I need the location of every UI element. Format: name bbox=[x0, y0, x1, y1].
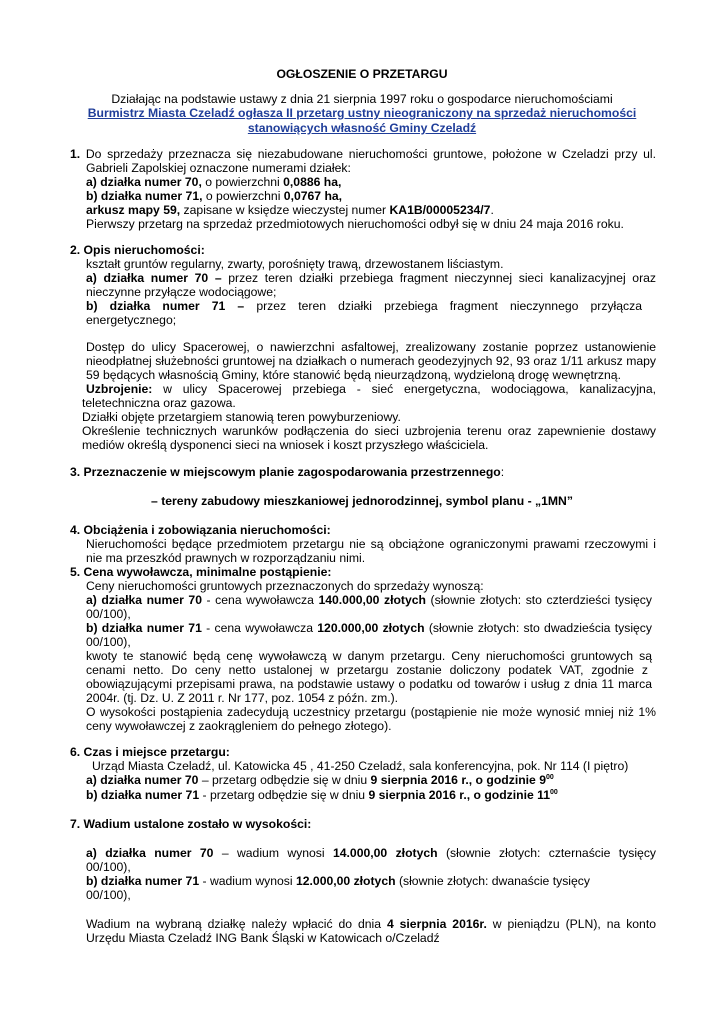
s5-line1: Ceny nieruchomości gruntowych przeznaczonych do sprzedaży wynoszą: bbox=[86, 579, 484, 593]
s2-plot-70-label: a) działka numer 70 – bbox=[86, 271, 222, 285]
s6-plot-71-date: 9 sierpnia 2016 r., o godzinie 11 bbox=[368, 788, 551, 802]
document-title: OGŁOSZENIE O PRZETARGU bbox=[276, 67, 448, 81]
s5-plot-71-line2: 00/100), bbox=[86, 635, 131, 649]
s5-vat-line3: obowiązującymi przepisami prawa, na podstawie ustawy o podatku od towarów i usług z dnia 11 marca bbox=[86, 677, 652, 691]
s2-utilities-text: w ulicy Spacerowej przebiega - sieć energetyczna, wodociągowa, kanalizacyjna, bbox=[152, 382, 656, 396]
s3-zoning: – tereny zabudowy mieszkaniowej jednorodzinnej, symbol planu - „1MN” bbox=[151, 494, 573, 508]
s5-plot-71-words: (słownie złotych: sto dwadzieścia tysięcy bbox=[424, 621, 652, 635]
s2-access-line3: 59 będących własnością Gminy, które stanowić będą nieurządzoną, wydzieloną drogę wewnętrzną. bbox=[86, 368, 621, 382]
s7-payment-text-end: w pieniądzu (PLN), na konto bbox=[486, 917, 657, 931]
s6-plot-70-minutes: 00 bbox=[545, 774, 554, 781]
s2-heading: 2. Opis nieruchomości: bbox=[70, 243, 205, 257]
s6-heading: 6. Czas i miejsce przetargu: bbox=[70, 745, 230, 759]
s1-land-register-number: KA1B/00005234/7 bbox=[389, 203, 491, 217]
s2-technical-line1: Określenie technicznych warunków podłączenia do sieci uzbrojenia terenu oraz zapewnienie dostawy bbox=[82, 424, 656, 438]
s5-plot-71 bbox=[86, 621, 652, 637]
s5-plot-70-line2: 00/100), bbox=[86, 607, 131, 621]
s2-plot-70-line2: nieczynne przyłącze wodociągowe; bbox=[86, 285, 277, 299]
s2-technical-line2: mediów określą dysponenci sieci na wniosek i koszt przyszłego właściciela. bbox=[82, 438, 489, 452]
s7-plot-70-label: a) działka numer 70 bbox=[86, 846, 214, 860]
s1-map-label: arkusz mapy 59, bbox=[86, 203, 181, 217]
s7-payment-text: Wadium na wybraną działkę należy wpłacić do dnia bbox=[86, 917, 387, 931]
s6-location: Urząd Miasta Czeladź, ul. Katowicka 45 , 41-250 Czeladź, sala konferencyjna, pok. Nr 114 (I piętro) bbox=[92, 759, 629, 773]
intro-text: Działając na podstawie ustawy z dnia 21 sierpnia 1997 roku o gospodarce nieruchomościami bbox=[111, 92, 613, 106]
s3-heading-text: 3. Przeznaczenie w miejscowym planie zagospodarowania przestrzennego bbox=[70, 465, 501, 479]
s1-map-end: . bbox=[490, 203, 494, 217]
s6-plot-70-mid: – przetarg odbędzie się w dniu bbox=[198, 773, 371, 787]
s5-plot-70-label: a) działka numer 70 bbox=[86, 593, 202, 607]
s6-plot-70-date: 9 sierpnia 2016 r., o godzinie 9 bbox=[370, 773, 546, 787]
s1-plot-71-area: 0,0767 ha, bbox=[283, 189, 343, 203]
s2-plot-70-text: przez teren działki przebiega fragment nieczynnej sieci kanalizacyjnej oraz bbox=[221, 271, 656, 285]
s6-plot-70-label: a) działka numer 70 bbox=[86, 773, 199, 787]
s5-vat-line4: 2004r. (tj. Dz. U. Z 2011 r. Nr 177, poz. 1054 z późn. zm.). bbox=[86, 691, 399, 705]
s5-plot-71-price: 120.000,00 złotych bbox=[317, 621, 425, 635]
s7-heading: 7. Wadium ustalone zostało w wysokości: bbox=[70, 817, 312, 831]
s6-plot-71-minutes: 00 bbox=[550, 789, 558, 796]
s5-increment-line1: O wysokości postąpienia zadecydują uczestnicy przetargu (postąpienie nie może wynosić mniej niż 1% bbox=[86, 705, 656, 719]
s5-increment-line2: ceny wywoławczej z zaokrągleniem do pełnego złotego). bbox=[86, 719, 392, 733]
s4-line1: Nieruchomości będące przedmiotem przetargu nie są obciążone ograniczonymi prawami rzeczowymi i bbox=[86, 537, 656, 551]
s2-utilities-line2: teletechniczna oraz gazowa. bbox=[82, 396, 236, 410]
s1-plot-70-mid: o powierzchni bbox=[201, 175, 284, 189]
s7-plot-71-mid: - wadium wynosi bbox=[199, 874, 296, 888]
s2-plot-71-line2: energetycznego; bbox=[86, 313, 177, 327]
s2-access-line1: Dostęp do ulicy Spacerowej, o nawierzchni asfaltowej, zrealizowany zostanie poprzez ustanowienie bbox=[86, 340, 656, 354]
s4-heading: 4. Obciążenia i zobowiązania nieruchomości: bbox=[70, 523, 331, 537]
s5-vat-line2: cenami netto. Do ceny netto ustalonej w przetargu zostanie doliczony podatek VAT, zgodnie z bbox=[86, 663, 648, 677]
s7-plot-71-line2: 00/100), bbox=[86, 888, 131, 902]
s5-vat-line1: kwoty te stanowić będą cenę wywoławczą w danym przetargu. Ceny nieruchomości gruntowych są bbox=[86, 649, 652, 663]
s3-heading bbox=[70, 465, 504, 481]
s7-plot-70-deposit: 14.000,00 złotych bbox=[332, 846, 438, 860]
s7-plot-71-words: (słownie złotych: dwanaście tysięcy bbox=[395, 874, 590, 888]
s1-line2: Gabrieli Zapolskiej oznaczone numerami działek: bbox=[86, 161, 351, 175]
s6-plot-71-label: b) działka numer 71 bbox=[86, 788, 200, 802]
s2-plot-71-label: b) działka numer 71 – bbox=[86, 299, 245, 313]
s7-plot-71-label: b) działka numer 71 bbox=[86, 874, 200, 888]
s7-plot-71 bbox=[86, 874, 590, 890]
announcement-link-line1[interactable]: Burmistrz Miasta Czeladź ogłasza II przetarg ustny nieograniczony na sprzedaż nieruchomości bbox=[87, 106, 637, 120]
s1-plot-70-area: 0,0886 ha, bbox=[283, 175, 342, 189]
s1-map-mid: zapisane w księdze wieczystej numer bbox=[180, 203, 390, 217]
s2-access-line2: nieodpłatnej służebności gruntowej na działkach o numerach geodezyjnych 92, 93 oraz 1/11 arkusz mapy bbox=[86, 354, 656, 368]
s6-plot-71 bbox=[86, 788, 558, 804]
s1-number: 1. bbox=[70, 147, 81, 161]
s5-plot-70-price: 140.000,00 złotych bbox=[318, 593, 426, 607]
s2-post-demolition: Działki objęte przetargiem stanowią teren powyburzeniowy. bbox=[82, 410, 401, 424]
s7-plot-70-mid: – wadium wynosi bbox=[213, 846, 333, 860]
s7-plot-71-deposit: 12.000,00 złotych bbox=[295, 874, 396, 888]
s1-plot-71-label: b) działka numer 71, bbox=[86, 189, 203, 203]
announcement-link-line2[interactable]: stanowiących własność Gminy Czeladź bbox=[247, 121, 477, 135]
s7-payment-deadline: 4 sierpnia 2016r. bbox=[386, 917, 487, 931]
s4-line2: nie ma przeszkód prawnych w rozporządzaniu nimi. bbox=[86, 551, 366, 565]
s7-plot-70-line2: 00/100), bbox=[86, 860, 131, 874]
s3-heading-colon: : bbox=[500, 465, 505, 479]
s1-first-auction: Pierwszy przetarg na sprzedaż przedmiotowych nieruchomości odbył się w dniu 24 maja 2016 roku. bbox=[86, 217, 624, 231]
s7-payment-line2: Urzędu Miasta Czeladź ING Bank Śląski w Katowicach o/Czeladź bbox=[86, 931, 440, 945]
s5-plot-70-words: (słownie złotych: sto czterdzieści tysięcy bbox=[426, 593, 652, 607]
s7-plot-70-words: (słownie złotych: czternaście tysięcy bbox=[437, 846, 657, 860]
s6-plot-71-mid: - przetarg odbędzie się w dniu bbox=[199, 788, 369, 802]
s6-plot-70 bbox=[86, 773, 554, 789]
s5-heading: 5. Cena wywoławcza, minimalne postąpienie: bbox=[70, 565, 332, 579]
s1-plot-71-mid: o powierzchni bbox=[202, 189, 284, 203]
s2-utilities-label: Uzbrojenie: bbox=[86, 382, 153, 396]
s2-line1: kształt gruntów regularny, zwarty, porośnięty trawą, drzewostanem liściastym. bbox=[86, 257, 504, 271]
s2-plot-71-text: przez teren działki przebiega fragment nieczynnego przyłącza bbox=[244, 299, 642, 313]
s5-plot-70 bbox=[86, 593, 652, 609]
s1-line1-text: Do sprzedaży przeznacza się niezabudowane nieruchomości gruntowe, położone w Czeladzi przy ul. bbox=[85, 147, 656, 161]
s5-plot-71-mid: - cena wywoławcza bbox=[201, 621, 318, 635]
s5-plot-71-label: b) działka numer 71 bbox=[86, 621, 202, 635]
s5-plot-70-mid: - cena wywoławcza bbox=[201, 593, 319, 607]
s7-plot-70 bbox=[86, 846, 656, 862]
s1-plot-70-label: a) działka numer 70, bbox=[86, 175, 202, 189]
